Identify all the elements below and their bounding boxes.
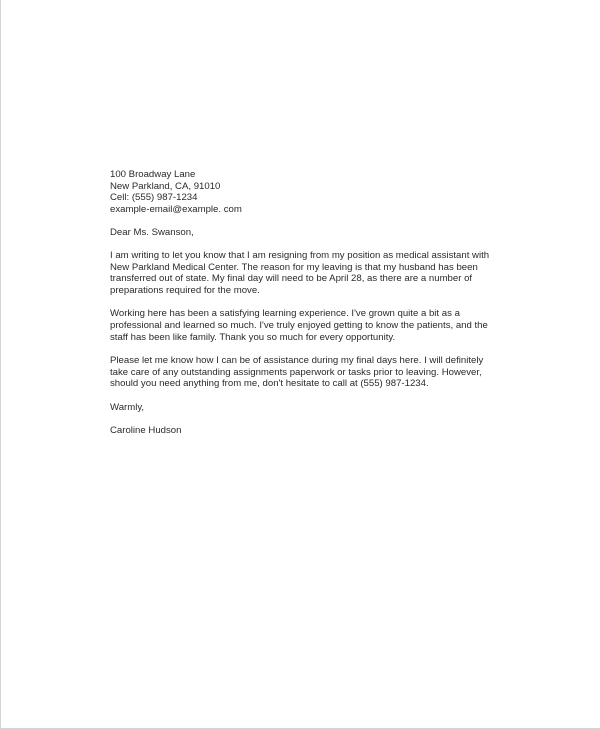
paragraph-line: transferred out of state. My final day will need to be April 28, as there are a number of [110, 273, 473, 285]
closing: Warmly, [110, 401, 145, 413]
paragraph-1 [110, 250, 500, 297]
paragraph-line: I am writing to let you know that I am resigning from my position as medical assistant with [110, 250, 490, 262]
signature: Caroline Hudson [110, 424, 182, 436]
paragraph-line: professional and learned so much. I've truly enjoyed getting to know the patients, and the [110, 320, 488, 332]
paragraph-2 [110, 308, 500, 343]
paragraph-line: take care of any outstanding assignments paperwork or tasks prior to leaving. However, [110, 366, 482, 378]
resignation-letter [110, 169, 500, 448]
sender-street: 100 Broadway Lane [110, 169, 196, 180]
sender-address [110, 169, 500, 216]
paragraph-line: preparations required for the move. [110, 285, 260, 297]
paragraph-line: Working here has been a satisfying learning experience. I've grown quite a bit as a [110, 308, 460, 320]
sender-phone: Cell: (555) 987-1234 [110, 192, 198, 204]
paragraph-line: should you need anything from me, don't hesitate to call at (555) 987-1234. [110, 378, 429, 390]
paragraph-line: staff has been like family. Thank you so much for every opportunity. [110, 331, 396, 343]
sender-city: New Parkland, CA, 91010 [110, 180, 221, 192]
salutation: Dear Ms. Swanson, [110, 227, 194, 239]
sender-email: example-email@example. com [110, 204, 242, 216]
paragraph-line: New Parkland Medical Center. The reason for my leaving is that my husband has been [110, 261, 478, 273]
paragraph-line: Please let me know how I can be of assistance during my final days here. I will definitely [110, 354, 484, 366]
paragraph-3 [110, 355, 500, 390]
